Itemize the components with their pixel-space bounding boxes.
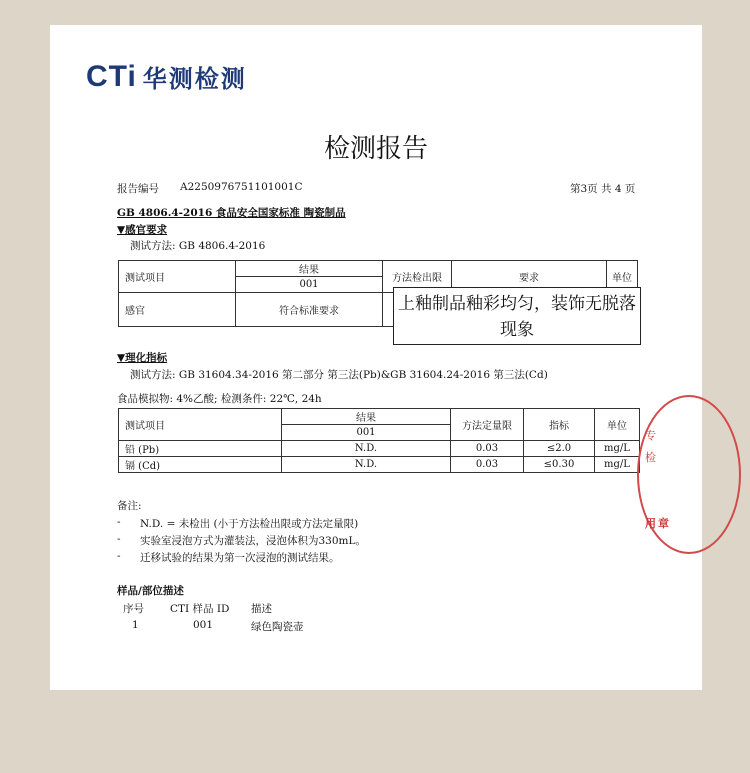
sensory-heading: ▼感官要求 [117, 224, 168, 236]
samples-header-no: 序号 [123, 603, 144, 615]
sensory-header-unit: 单位 [607, 261, 638, 293]
inspection-stamp [637, 395, 741, 554]
page-title: 检测报告 [323, 134, 428, 164]
sample-id: 001 [193, 619, 214, 631]
sample-no: 1 [132, 619, 139, 631]
stamp-char: 检 [645, 451, 656, 464]
callout-box: 上釉制品釉彩均匀，装饰无脱落现象 [393, 287, 641, 345]
sensory-header-detect-limit: 方法检出限 [383, 261, 452, 293]
stamp-char: 用 [645, 517, 656, 530]
samples-header-id: CTI 样品 ID [170, 603, 230, 615]
sensory-row-item: 感官 [119, 293, 236, 327]
sensory-method: 测试方法: GB 4806.4-2016 [130, 240, 266, 252]
sample-desc: 绿色陶瓷壶 [251, 621, 304, 633]
stamp-char: 章 [658, 517, 669, 530]
logo-name: 华测检测 [142, 65, 247, 93]
stamp-char: 专 [645, 429, 656, 442]
physchem-header-unit: 单位 [595, 409, 640, 441]
table-row [119, 457, 640, 473]
physchem-simulant: 食品模拟物: 4%乙酸; 检测条件: 22℃, 24h [117, 393, 322, 405]
note-item: N.D. = 未检出 (小于方法检出限或方法定量限) [140, 518, 359, 530]
row-limit: 0.03 [451, 457, 524, 473]
standard-title: GB 4806.4-2016 食品安全国家标准 陶瓷制品 [117, 207, 346, 219]
notes-heading: 备注: [117, 500, 142, 512]
table-row [119, 441, 640, 457]
page-number: 第3页 共 4 页 [570, 183, 636, 195]
physchem-heading: ▼理化指标 [117, 352, 168, 364]
physchem-header-index: 指标 [524, 409, 595, 441]
logo-brand: CTi [86, 59, 137, 93]
report-number-label: 报告编号 [117, 183, 159, 195]
note-item: 实验室浸泡方式为灌装法，浸泡体积为330mL。 [140, 535, 366, 547]
samples-header-desc: 描述 [251, 603, 272, 615]
sensory-header-item: 测试项目 [119, 261, 236, 293]
note-bullet: - [117, 550, 121, 562]
row-unit: mg/L [595, 441, 640, 457]
sensory-header-requirement: 要求 [452, 261, 607, 293]
physchem-header-quant-limit: 方法定量限 [451, 409, 524, 441]
note-bullet: - [117, 516, 121, 528]
note-item: 迁移试验的结果为第一次浸泡的测试结果。 [140, 552, 340, 564]
physchem-table [118, 408, 640, 473]
row-unit: mg/L [595, 457, 640, 473]
row-item: 铅 (Pb) [119, 441, 282, 457]
physchem-header-result: 结果 [282, 409, 451, 425]
row-index: ≤2.0 [524, 441, 595, 457]
physchem-header-sample: 001 [282, 425, 451, 441]
note-bullet: - [117, 533, 121, 545]
row-item: 镉 (Cd) [119, 457, 282, 473]
report-number: A2250976751101001C [180, 181, 303, 193]
row-result: N.D. [282, 457, 451, 473]
sensory-row-result: 符合标准要求 [236, 293, 383, 327]
company-logo [86, 59, 247, 94]
sensory-header-sample: 001 [236, 277, 383, 293]
physchem-header-item: 测试项目 [119, 409, 282, 441]
samples-heading: 样品/部位描述 [117, 585, 184, 597]
report-page [50, 25, 702, 690]
row-result: N.D. [282, 441, 451, 457]
sensory-header-result: 结果 [236, 261, 383, 277]
row-index: ≤0.30 [524, 457, 595, 473]
physchem-method: 测试方法: GB 31604.34-2016 第二部分 第三法(Pb)&GB 31604.24-2016 第三法(Cd) [130, 369, 548, 381]
row-limit: 0.03 [451, 441, 524, 457]
